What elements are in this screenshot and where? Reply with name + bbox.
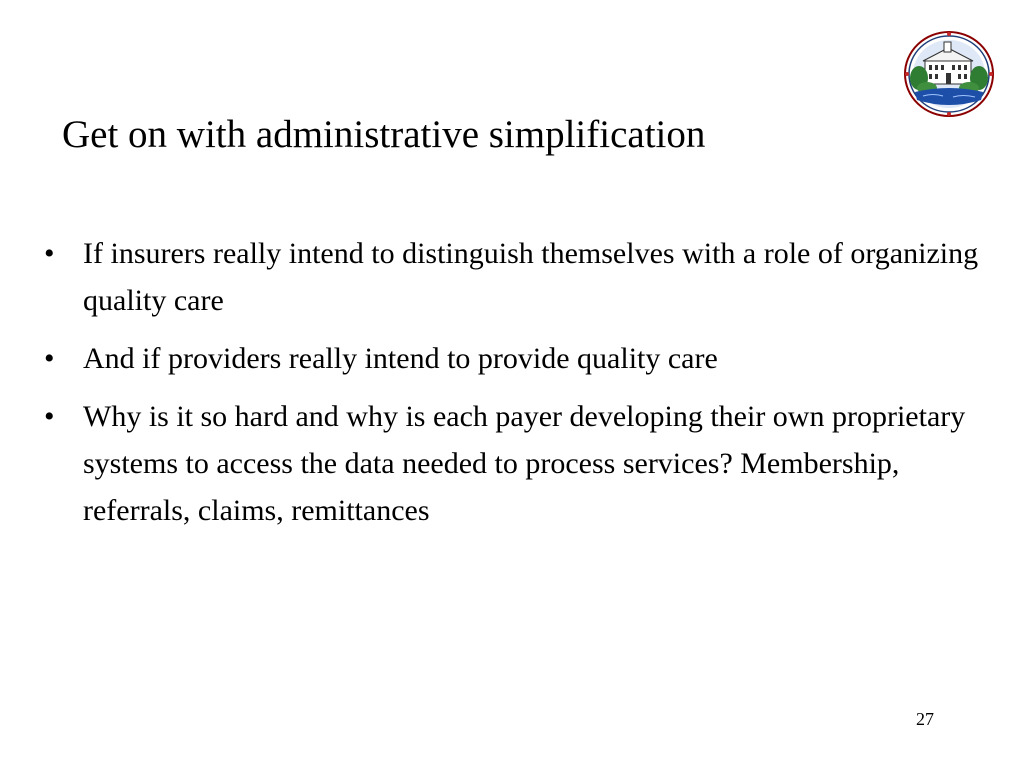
bullet-list: [44, 230, 994, 545]
bullet-marker: •: [44, 342, 55, 375]
bullet-item: [44, 393, 994, 534]
bullet-marker: •: [44, 237, 55, 270]
slide-number: 27: [916, 709, 934, 729]
seal-logo-graphic: [903, 30, 995, 118]
slide-title: Get on with administrative simplification: [62, 113, 706, 156]
bullet-text: And if providers really intend to provide quality care: [83, 342, 718, 375]
bullet-text: Why is it so hard and why is each payer developing their own proprietary systems to access the data needed to process services? Membership, referrals, claims, remittances: [83, 400, 966, 527]
seal-logo-icon: [903, 30, 995, 118]
bullet-item: [44, 230, 994, 324]
bullet-item: [44, 335, 994, 382]
bullet-marker: •: [44, 400, 55, 433]
bullet-text: If insurers really intend to distinguish themselves with a role of organizing quality care: [83, 237, 979, 317]
